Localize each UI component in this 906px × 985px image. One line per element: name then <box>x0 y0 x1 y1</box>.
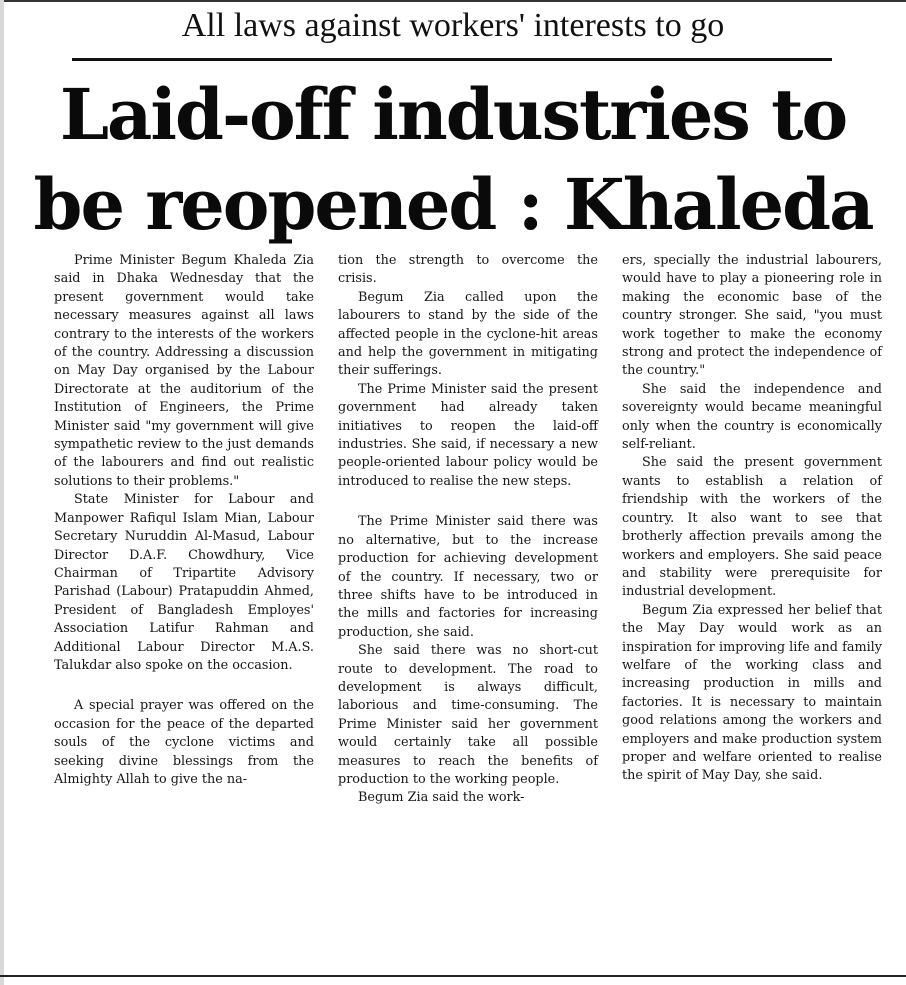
top-border-rule <box>0 0 906 2</box>
column-1 <box>54 252 314 972</box>
article-kicker: All laws against workers' interests to go <box>181 7 725 44</box>
col2-paragraph-1: tion the strength to overcome the crisis. <box>338 253 598 287</box>
col2-paragraph-6: Begum Zia said the work- <box>358 790 525 806</box>
col1-paragraph-2: State Minister for Labour and Manpower Rafiqul Islam Mian, Labour Secretary Nuruddin Al-Masud, Labour Director D.A.F. Chowdhury, Vice Chairman of Tripartite Advisory Parishad (Labour) Pratapuddin Ahmed, President of Bangladesh Employes' Association Latifur Rahman and Additional Labour Director M.A.S. Talukdar also spoke on the occasion. <box>54 492 314 673</box>
headline-line-1: Laid-off industries to <box>59 73 847 156</box>
col1-paragraph-1: Prime Minister Begum Khaleda Zia said in Dhaka Wednesday that the present government would take necessary measures against all laws contrary to the interests of the workers of the country. Addressing a discussion on May Day organised by the Labour Directorate at the auditorium of the Institution of Engineers, the Prime Minister said "my government will give sympathetic review to the just demands of the labourers and find out realistic solutions to their problems." <box>54 253 314 489</box>
col2-paragraph-5: She said there was no short-cut route to development. The road to development is always difficult, laborious and time-consuming. The Prime Minister said her government would certainly take all possible measures to reach the benefits of production to the working people. <box>338 643 598 787</box>
article-headline <box>0 70 906 250</box>
col3-paragraph-3: She said the present government wants to establish a relation of friendship with the workers of the country. It also want to see that brotherly affection prevails among the workers and employers. She said peace and stability were prerequisite for industrial development. <box>622 455 882 600</box>
col3-paragraph-1: ers, specially the industrial labourers, would have to play a pioneering role in making the economic base of the country stronger. She said, "you must work together to make the economy strong and protect the independence of the country." <box>622 253 882 379</box>
article-body <box>54 252 884 972</box>
kicker-underline <box>72 58 832 61</box>
headline-line-2: be reopened : Khaleda <box>33 163 873 246</box>
col2-paragraph-4: The Prime Minister said there was no alternative, but to the increase production for achieving development of the country. If necessary, two or three shifts have to be introduced in the mills and factories for increasing production, she said. <box>338 514 598 640</box>
col2-paragraph-3: The Prime Minister said the present government had already taken initiatives to reopen the laid-off industries. She said, if necessary a new people-oriented labour policy would be introduced to realise the new steps. <box>338 381 598 489</box>
column-3 <box>622 252 882 972</box>
col2-paragraph-2: Begum Zia called upon the labourers to stand by the side of the affected people in the cyclone-hit areas and help the government in mitigating their sufferings. <box>338 289 598 379</box>
col3-paragraph-2: She said the independence and sovereignty would became meaningful only when the country is economically self-reliant. <box>622 381 882 453</box>
col1-paragraph-3: A special prayer was offered on the occasion for the peace of the departed souls of the cyclone victims and seeking divine blessings from the Almighty Allah to give the na- <box>54 698 314 787</box>
bottom-border-rule <box>0 975 906 977</box>
column-2 <box>338 252 598 972</box>
col3-paragraph-4: Begum Zia expressed her belief that the May Day would work as an inspiration for improving life and family welfare of the working class and increasing production in mills and factories. It is necessary to maintain good relations among the workers and employers and make production system proper and welfare oriented to realise the spirit of May Day, she said. <box>622 602 882 784</box>
